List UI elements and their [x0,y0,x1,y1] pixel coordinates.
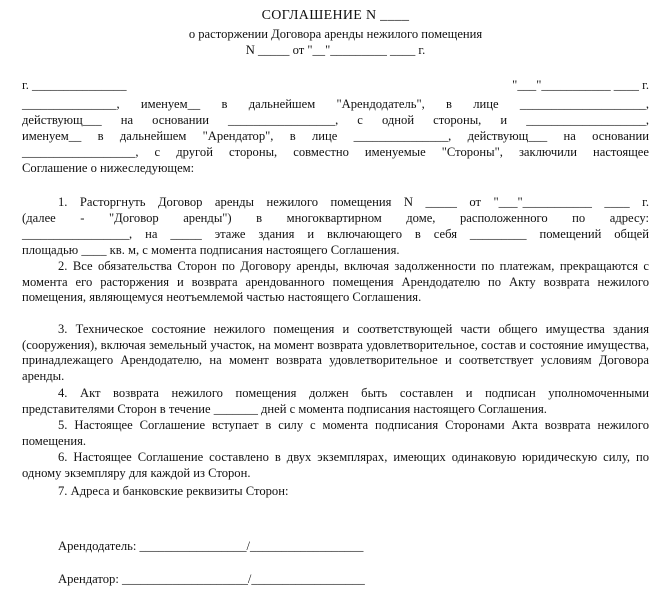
clause-1-line-4: площадью ____ кв. м, с момента подписания настоящего Соглашения. [22,243,400,257]
intro-line-1: _______________, именуем__ в дальнейшем "Арендодатель", в лице ____________________, [22,97,649,111]
clause-5: 5. Настоящее Соглашение вступает в силу с момента подписания Сторонами Акта возврата нежилого помещения. [22,418,649,448]
clause-1-line-2: (далее - "Договор аренды") в многоквартирном доме, расположенного по адресу: [22,211,649,225]
clause-1-line-3: _________________, на _____ этаже здания и включающего в себя _________ помещений общей [22,227,649,241]
clause-6: 6. Настоящее Соглашение составлено в двух экземплярах, имеющих одинаковую юридическую силу, по одному экземпляру для каждой из Сторон. [22,450,649,480]
place-date-line [22,78,649,94]
signature-tenant: Арендатор: ____________________/__________________ [58,572,365,586]
document-subtitle: о расторжении Договора аренды нежилого помещения [188,27,483,41]
document-subtitle-number: N _____ от "__"_________ ____ г. [245,43,426,57]
signature-landlord: Арендодатель: _________________/__________________ [58,539,364,553]
place-line-left: г. _______________ [22,78,127,92]
intro-line-4: __________________, с другой стороны, совместно именуемые "Стороны", заключили настоящее [22,145,649,159]
intro-line-5: Соглашение о нижеследующем: [22,161,195,175]
place-line-right: "___"___________ ____ г. [512,78,649,92]
intro-line-3: именуем__ в дальнейшем "Арендатор", в лице _______________, действующ___ на основании [22,129,649,143]
intro-line-2: действующ___ на основании _________________, с одной стороны, и ___________________, [22,113,649,127]
document-title: СОГЛАШЕНИЕ N ____ [261,8,410,23]
clause-2: 2. Все обязательства Сторон по Договору аренды, включая задолженности по платежам, прекращаются с момента его расторжения и возврата арендованного помещения Арендодателю по Акту возврата нежилого помещения, являющемуся неотъемлемой частью настоящего Соглашения. [22,259,649,305]
clause-1-line-1: 1. Расторгнуть Договор аренды нежилого помещения N _____ от "___"___________ ____ г. [58,195,649,209]
clause-4: 4. Акт возврата нежилого помещения должен быть составлен и подписан уполномоченными представителями Сторон в течение _______ дней с момента подписания настоящего Соглашения. [22,386,649,416]
clause-3: 3. Техническое состояние нежилого помещения и соответствующей части общего имущества здания (сооружения), включая земельный участок, на момент возврата удовлетворительное, состав и состояние имущества, принадлежащего Арендодателю, на момент возврата удовлетворительное и соответствует условиям Договора аренды. [22,322,649,383]
clause-7: 7. Адреса и банковские реквизиты Сторон: [58,484,289,498]
